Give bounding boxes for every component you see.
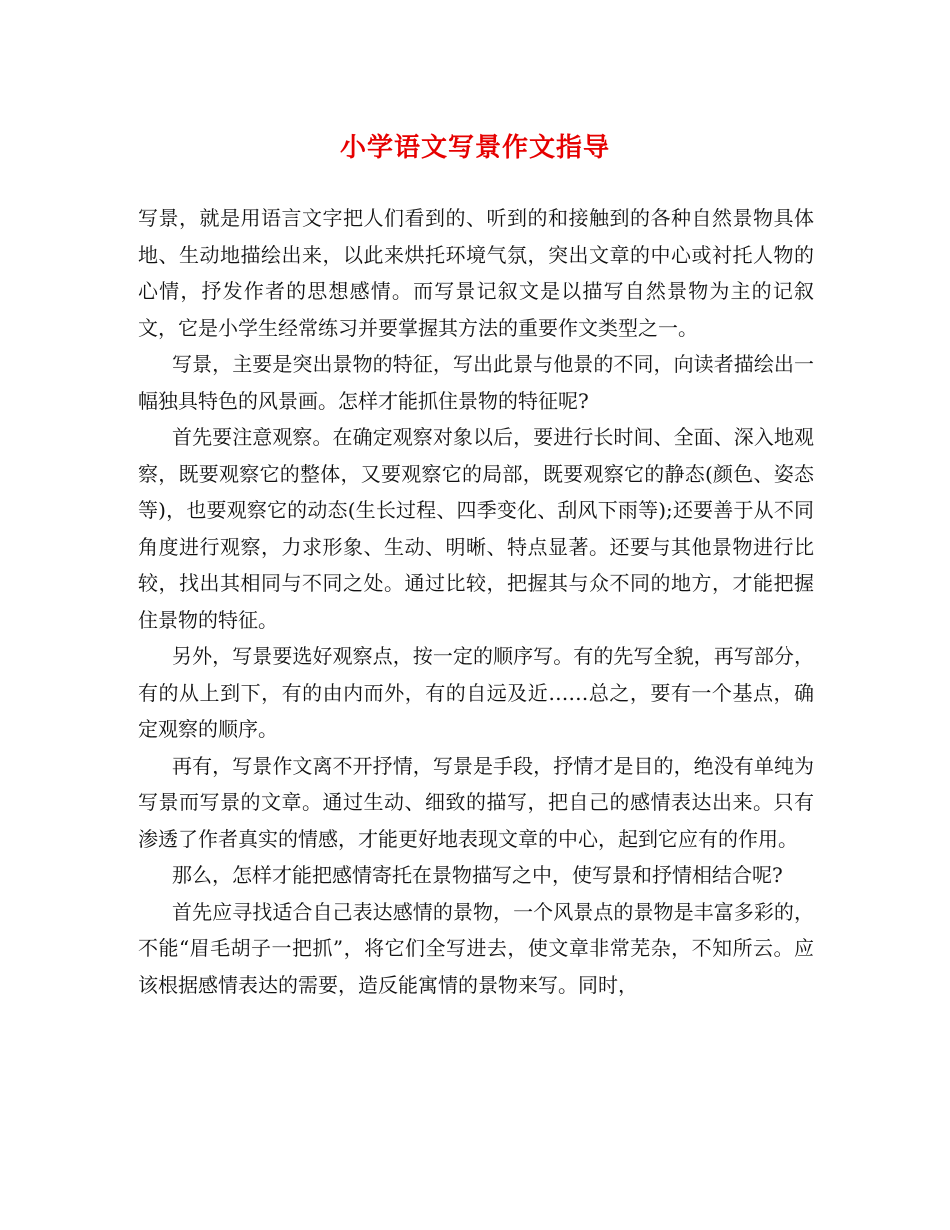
document-body <box>138 200 814 1003</box>
paragraph-choose-scenery: 首先应寻找适合自己表达感情的景物，一个风景点的景物是丰富多彩的，不能“眉毛胡子一把抓”，将它们全写进去，使文章非常芜杂，不知所云。应该根据感情表达的需要，造反能寓情的景物来写。同时， <box>138 899 814 997</box>
paragraph-intro: 写景，就是用语言文字把人们看到的、听到的和接触到的各种自然景物具体地、生动地描绘出来，以此来烘托环境气氛，突出文章的中心或衬托人物的心情，抒发作者的思想感情。而写景记叙文是以描写自然景物为主的记叙文，它是小学生经常练习并要掌握其方法的重要作文类型之一。 <box>138 206 814 340</box>
paragraph-observation: 首先要注意观察。在确定观察对象以后，要进行长时间、全面、深入地观察，既要观察它的整体，又要观察它的局部，既要观察它的静态(颜色、姿态等)，也要观察它的动态(生长过程、四季变化、刮风下雨等);还要善于从不同角度进行观察，力求形象、生动、明晰、特点显著。还要与其他景物进行比较，找出其相同与不同之处。通过比较，把握其与众不同的地方，才能把握住景物的特征。 <box>138 425 814 632</box>
paragraph-question: 那么，怎样才能把感情寄托在景物描写之中，使写景和抒情相结合呢? <box>172 863 783 887</box>
paragraph-features: 写景，主要是突出景物的特征，写出此景与他景的不同，向读者描绘出一幅独具特色的风景画。怎样才能抓住景物的特征呢? <box>138 352 814 413</box>
document-title: 小学语文写景作文指导 <box>339 133 610 163</box>
paragraph-order: 另外，写景要选好观察点，按一定的顺序写。有的先写全貌，再写部分，有的从上到下，有的由内而外，有的自远及近……总之，要有一个基点，确定观察的顺序。 <box>138 644 814 741</box>
paragraph-emotion: 再有，写景作文离不开抒情，写景是手段，抒情才是目的，绝没有单纯为写景而写景的文章。通过生动、细致的描写，把自己的感情表达出来。只有渗透了作者真实的情感，才能更好地表现文章的中心，起到它应有的作用。 <box>138 753 814 851</box>
